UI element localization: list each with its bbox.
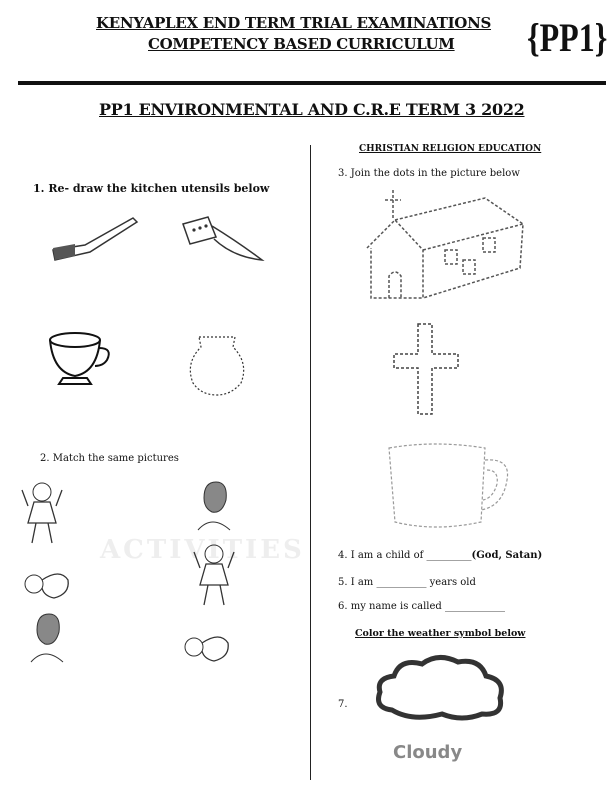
dotted-church-icon xyxy=(365,188,530,303)
toothbrush-icon xyxy=(45,210,140,265)
section-heading: CHRISTIAN RELIGION EDUCATION xyxy=(359,144,542,154)
knife-icon xyxy=(178,212,268,267)
girl-picture[interactable] xyxy=(20,478,65,548)
weather-heading: Color the weather symbol below xyxy=(355,628,526,639)
question-2: 2. Match the same pictures xyxy=(40,453,179,464)
question-4-text: 4. I am a child of _________ xyxy=(338,550,472,561)
pp1-badge: {PP1} xyxy=(527,15,608,60)
baby-picture[interactable] xyxy=(20,562,75,604)
weather-label: Cloudy xyxy=(393,742,463,763)
page-title: PP1 ENVIRONMENTAL AND C.R.E TERM 3 2022 xyxy=(99,100,525,119)
question-7: 7. xyxy=(338,699,348,710)
baby-picture[interactable] xyxy=(180,625,235,667)
column-divider xyxy=(310,145,311,780)
question-4 xyxy=(338,550,542,561)
cloud-icon[interactable] xyxy=(372,650,512,725)
woman-picture[interactable] xyxy=(192,478,237,533)
question-4-options: (God, Satan) xyxy=(471,550,543,561)
header-rule xyxy=(18,81,606,85)
question-3: 3. Join the dots in the picture below xyxy=(338,168,520,179)
question-6: 6. my name is called ____________ xyxy=(338,601,505,612)
question-1: 1. Re- draw the kitchen utensils below xyxy=(33,182,270,195)
cup-icon xyxy=(45,330,115,388)
watermark: ACTIVITIES xyxy=(100,535,305,565)
header-line-1: KENYAPLEX END TERM TRIAL EXAMINATIONS xyxy=(96,14,492,32)
header-line-2: COMPETENCY BASED CURRICULUM xyxy=(148,35,455,53)
dotted-pot-icon xyxy=(185,333,250,398)
woman-picture[interactable] xyxy=(25,610,70,665)
question-5: 5. I am __________ years old xyxy=(338,577,476,588)
dotted-mug-icon xyxy=(385,440,515,535)
dotted-cross-icon xyxy=(392,322,462,417)
girl-picture[interactable] xyxy=(192,540,237,610)
